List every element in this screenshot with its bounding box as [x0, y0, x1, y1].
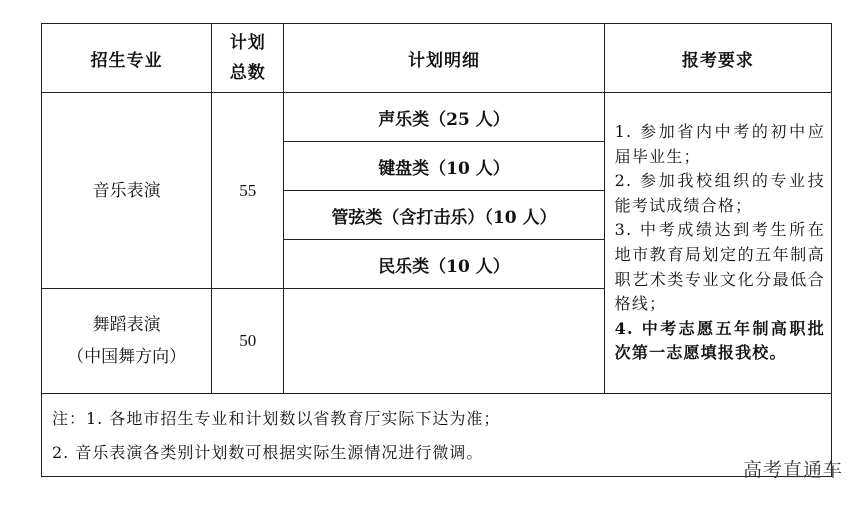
music-major-cell: 音乐表演	[42, 93, 212, 289]
enrollment-plan-table-wrapper	[41, 23, 832, 477]
notes-cell	[42, 394, 832, 477]
watermark-text: 高考直通车	[742, 459, 843, 481]
music-detail-orchestral: 管弦类（含打击乐）（10 人）	[284, 191, 604, 240]
dance-total-cell: 50	[212, 289, 284, 394]
header-requirements: 报考要求	[604, 24, 831, 93]
requirement-item-4: 4. 中考志愿五年制高职批次第一志愿填报我校。	[614, 318, 825, 363]
music-detail-keyboard: 键盘类（10 人）	[284, 142, 604, 191]
table-notes-row	[42, 394, 832, 477]
dance-detail-cell	[284, 289, 604, 394]
table-header-row	[42, 24, 832, 93]
enrollment-plan-table	[41, 23, 832, 477]
music-detail-folk: 民乐类（10 人）	[284, 240, 604, 289]
requirement-item-1: 1. 参加省内中考的初中应届毕业生；	[614, 122, 825, 166]
header-total	[212, 24, 284, 93]
table-row	[42, 93, 832, 142]
dance-major-line2: （中国舞方向）	[67, 347, 187, 367]
requirements-cell	[604, 93, 831, 394]
header-major: 招生专业	[42, 24, 212, 93]
header-detail: 计划明细	[284, 24, 604, 93]
requirement-item-3: 3. 中考成绩达到考生所在地市教育局划定的五年制高职艺术类专业文化分最低合格线；	[614, 220, 825, 314]
note-line-2: 2. 音乐表演各类别计划数可根据实际生源情况进行微调。	[52, 443, 484, 462]
header-total-line1: 计划	[229, 33, 266, 53]
music-total-cell: 55	[212, 93, 284, 289]
requirement-item-2: 2. 参加我校组织的专业技能考试成绩合格；	[614, 171, 825, 215]
note-line-1: 注：1. 各地市招生专业和计划数以省教育厅实际下达为准；	[52, 409, 501, 428]
dance-major-line1: 舞蹈表演	[92, 315, 161, 335]
dance-major-cell	[42, 289, 212, 394]
header-total-line2: 总数	[229, 63, 266, 83]
music-detail-vocal: 声乐类（25 人）	[284, 93, 604, 142]
